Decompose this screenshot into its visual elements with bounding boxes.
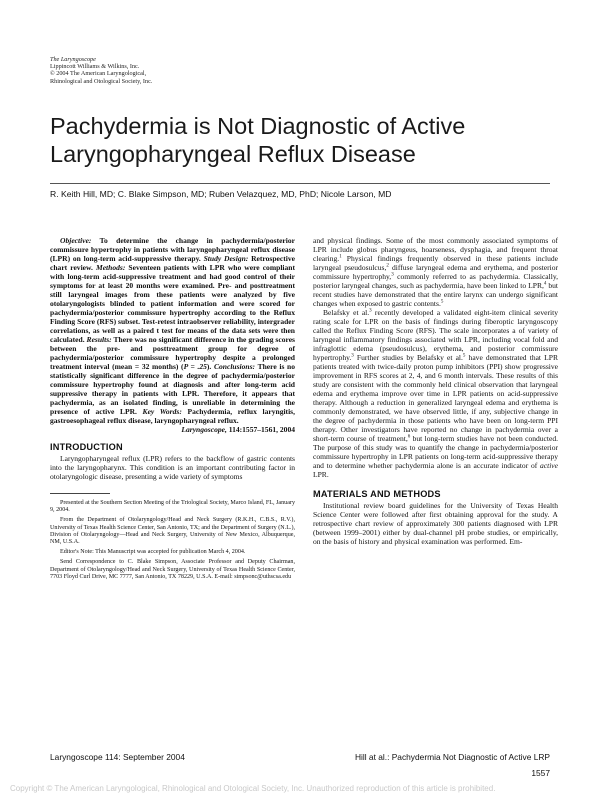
study-design-label: Study Design:: [203, 254, 249, 263]
right-column: [313, 236, 558, 546]
ref-5[interactable]: 5: [440, 299, 444, 305]
title-line-2: Laryngopharyngeal Reflux Disease: [50, 141, 416, 167]
citation-pages: 114:1557–1561, 2004: [226, 425, 295, 434]
ref-1[interactable]: 1: [339, 254, 342, 260]
results-label: Results:: [86, 335, 112, 344]
ref-8[interactable]: 5: [462, 353, 466, 359]
body-paragraph-1: [313, 236, 558, 308]
author-list: R. Keith Hill, MD; C. Blake Simpson, MD; Ruben Velazquez, MD, PhD; Nicole Larson, MD: [50, 189, 392, 199]
footnote-affiliation: From the Department of Otolaryngology/Head and Neck Surgery (R.K.H., C.B.S., R.V.), University of Texas Health Science Center, San Antonio, TX; and the Department of Surgery (N.L.), Division of Otolaryngology—Head and Neck Surgery, University of New Mexico, Albuquerque, NM, U.S.A.: [50, 517, 295, 546]
introduction-paragraph: Laryngopharyngeal reflux (LPR) refers to the backflow of gastric contents into the laryngopharynx. This condition is an important contributing factor in otolaryngologic disease, presenting a wide variety of symptoms: [50, 454, 295, 481]
keywords-text: Pachydermia, reflux laryngitis, gastroesophageal reflux disease, laryngopharyngeal reflux.: [50, 407, 295, 425]
conclusions-label: Conclusions:: [213, 362, 256, 371]
p1-text-b: Physical findings frequently observed in these patients include laryngeal pseudosulcus,: [313, 254, 558, 272]
methods-heading: MATERIALS AND METHODS: [313, 489, 441, 499]
running-footer-right: Hill at al.: Pachydermia Not Diagnostic of Active LRP: [354, 752, 550, 762]
introduction-heading: INTRODUCTION: [50, 442, 123, 452]
article-title: [50, 112, 570, 168]
p1-text-c: diffuse laryngeal edema and erythema, and posterior commissure hypertrophy,: [313, 263, 558, 281]
ref-2[interactable]: 2: [386, 263, 389, 269]
p2-text-a: Belafsky et al.: [323, 308, 370, 317]
publisher-line: Lippincott Williams & Wilkins, Inc.: [50, 63, 140, 71]
journal-masthead: [50, 56, 152, 85]
p-value: P = .25: [183, 362, 207, 371]
p2-text-d: have demonstrated that LPR patients treated with twice-daily proton pump inhibitors (PPI) show progressive improvement in RFS scores at 2, 4, and 6 month intervals. These results of this study are consistent with the commonly held clinical observation that laryngeal edema and erythema improve over time in LPR patients on acid-suppressive therapy. Although a reduction in generalized laryngeal edema and erythema is commonly demonstrated, we have observed little, if any, subjective change in the degree of pachydermia in those patients who have been on long-term PPI therapy. Other investigators have reported no change in pachydermia over a short-term course of treatment,: [313, 353, 559, 443]
ref-3[interactable]: 3: [391, 272, 394, 278]
ref-4[interactable]: 4: [543, 281, 547, 287]
footnote-editors-note: Editor's Note: This Manuscript was accepted for publication March 4, 2004.: [60, 549, 246, 556]
citation-line: [50, 425, 295, 434]
p2-text-f: LPR.: [313, 470, 329, 479]
title-divider: [50, 183, 550, 184]
title-line-1: Pachydermia is Not Diagnostic of Active: [50, 113, 466, 139]
ref-9[interactable]: 6: [407, 434, 411, 440]
abstract: [50, 236, 295, 425]
left-column: [50, 236, 295, 584]
p2-text-e: but long-term studies have not been conducted. The purpose of this study was to quantify the change in pachydermia/posterior commissure hypertrophy in LPR patients on long-term acid-suppressive therapy and to determine whether pachydermia alone is an accurate indicator of: [313, 434, 558, 470]
p1-text-a: and physical findings. Some of the most commonly associated symptoms of LPR include globus pharyngeus, hoarseness, dysphagia, and frequent throat clearing.: [313, 236, 558, 263]
p1-text-e: but recent studies have demonstrated that the entire larynx can undergo significant changes when exposed to gastric contents.: [313, 281, 559, 308]
p2-text-b: recently developed a validated eight-item clinical severity rating scale for LPR on the basis of findings during fiberoptic laryngoscopy called the Reflux Finding Score (RFS). The scale incorporates a of variety of laryngeal inflammatory findings associated with LPR, including vocal fold and infraglottic edema (pseudosulcus), erythema, and posterior commissure hypertrophy.: [313, 308, 558, 362]
p2-text-c: Further studies by Belafsky et al.: [353, 353, 463, 362]
society-copyright-line-2: Rhinological and Otological Society, Inc.: [50, 77, 153, 85]
journal-name: The Laryngoscope: [50, 56, 96, 63]
study-design-text: Retrospective chart review.: [50, 254, 295, 272]
page-number: 1557: [531, 768, 550, 778]
keywords-label: Key Words:: [142, 407, 182, 416]
ref-6[interactable]: 3: [369, 308, 372, 314]
p1-text-d: commonly referred to as pachydermia. Classically, posterior laryngeal changes, such as pachydermia, have been linked to LPR,: [313, 272, 559, 290]
citation-journal: Laryngoscope,: [181, 425, 227, 434]
objective-label: Objective:: [60, 236, 92, 245]
results-end: ).: [206, 362, 214, 371]
body-paragraph-2: [313, 308, 558, 479]
ref-7[interactable]: 3: [351, 353, 354, 359]
p2-active-word: active: [539, 461, 558, 470]
society-copyright-line-1: © 2004 The American Laryngological,: [50, 70, 147, 78]
methods-label: Methods:: [96, 263, 126, 272]
conclusions-text: There is no statistically significant difference in the degree of pachydermia/posterior commissure hypertrophy found at diagnosis and after long-term acid suppressive therapy in patients with LPR. Therefore, it appears that pachydermia, as an isolated finding, is unreliable in determining the presence of active LPR.: [50, 362, 295, 416]
objective-text: To determine the change in pachydermia/posterior commissure hypertrophy in patients with laryngopharyngeal reflux disease (LPR) on long-term acid-suppressive therapy.: [50, 236, 295, 263]
footnote-presented: Presented at the Southern Section Meeting of the Triological Society, Marco Island, FL, January 9, 2004.: [50, 500, 295, 514]
methods-text: Seventeen patients with LPR who were compliant with long-term acid-suppressive treatment and had good control of their symptoms for at least 20 months were examined. Pre- and posttreatment still laryngeal images from these patients were analyzed by five otolaryngologists blinded to patient information and were scored for pachydermia/posterior commissure hypertrophy according to the Reflux Finding Score (RFS) subset. Test-retest intraobserver reliability, intergrader correlations, as well as a paired t test for means of the data sets were then calculated.: [50, 263, 295, 344]
running-footer-left: Laryngoscope 114: September 2004: [50, 752, 185, 762]
methods-paragraph: Institutional review board guidelines for the University of Texas Health Science Center were followed after first obtaining approval for the study. A retrospective chart review of approximately 300 patients diagnosed with LPR (between 1999–2001) either by dual-channel pH probe studies, or empirically, on the basis of history and physical examination was performed. Em-: [313, 501, 558, 546]
copyright-watermark: Copyright © The American Laryngological, Rhinological and Otological Society, Inc. Unauthorized reproduction of this article is prohibited.: [10, 784, 496, 793]
footnote-correspondence: Send Correspondence to C. Blake Simpson, Associate Professor and Deputy Chairman, Department of Otolaryngology/Head and Neck Surgery, University of Texas Health Science Center, 7703 Floyd Curl Drive, MC 7777, San Antonio, TX 78229, U.S.A. E-mail: simpsonc@uthscsa.edu: [50, 559, 295, 580]
footnote-divider: [50, 493, 110, 494]
results-text: There was no significant difference in the grading scores between the pre- and posttreatment group for degree of pachydermia/posterior commissure hypertrophy despite a prolonged treatment interval (mean = 32 months) (: [50, 335, 295, 371]
